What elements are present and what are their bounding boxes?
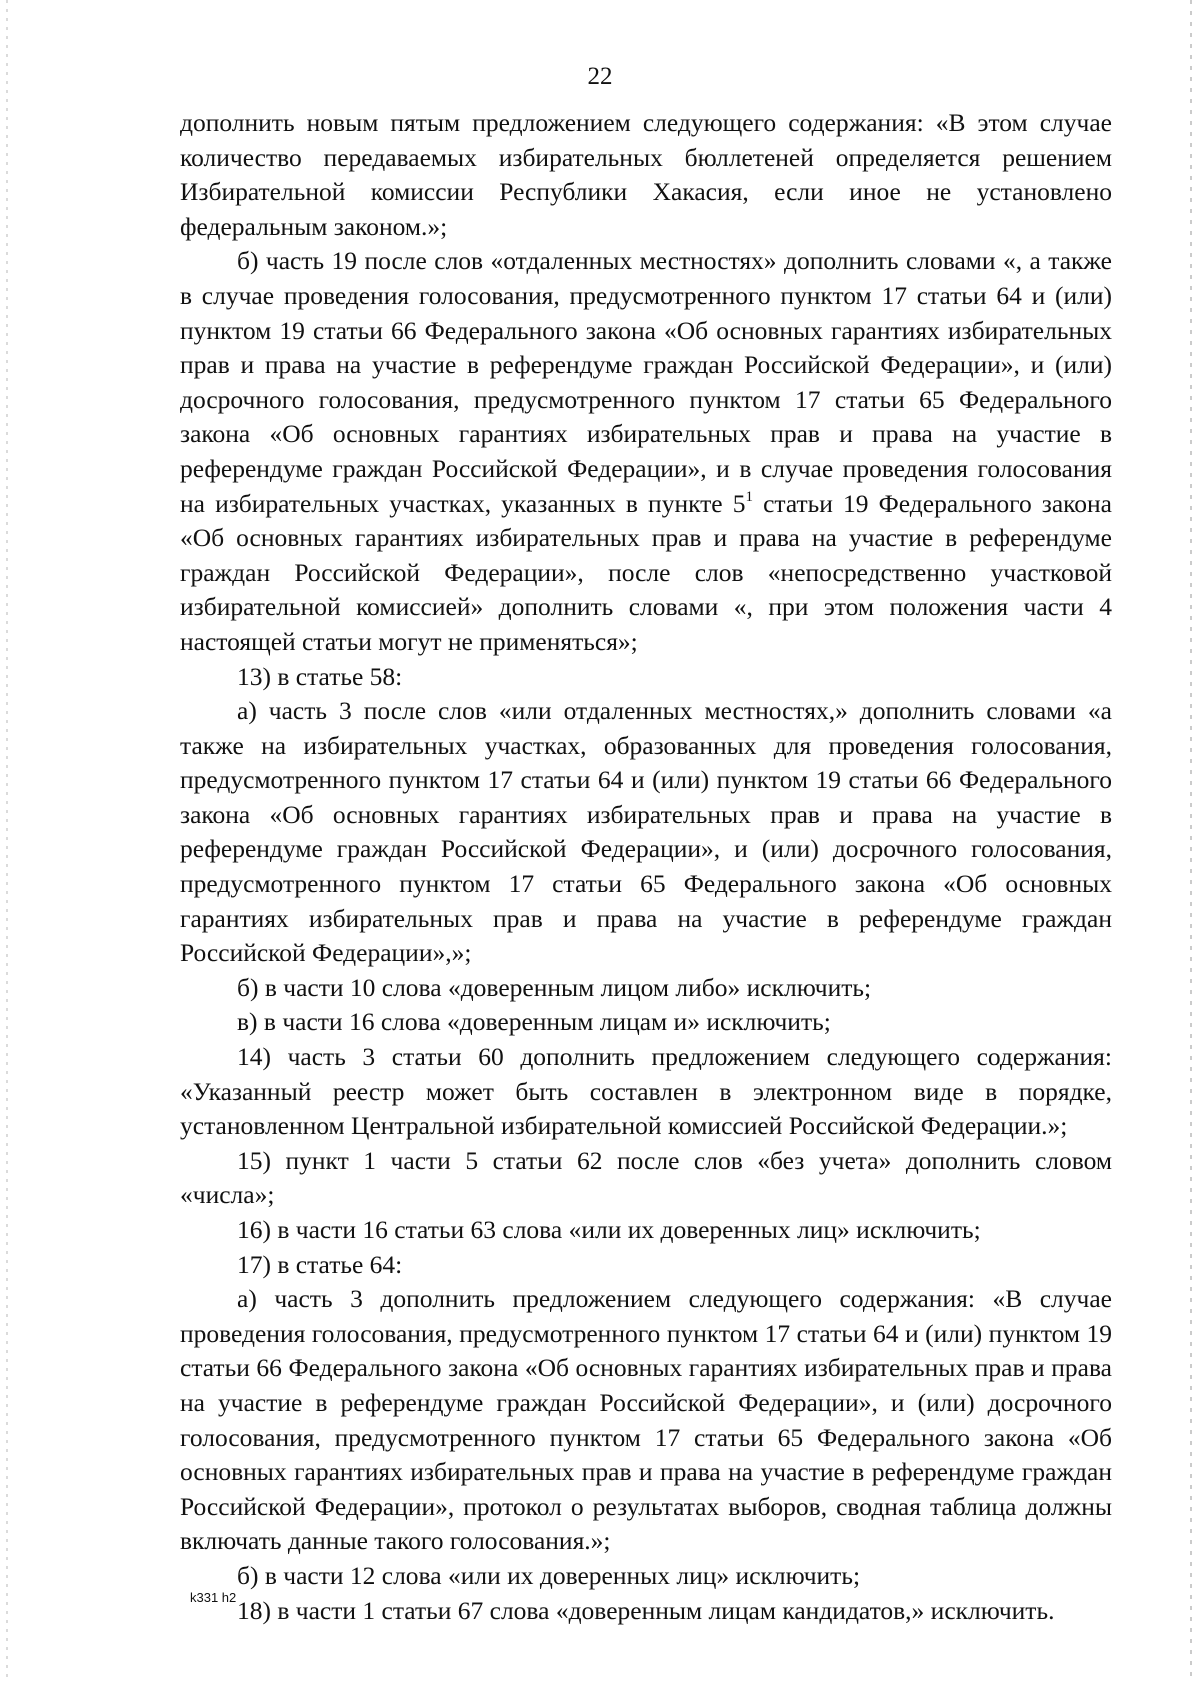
paragraph-item-13v: в) в части 16 слова «доверенным лицам и» исключить; (237, 1007, 831, 1037)
paragraph-item-17b: б) в части 12 слова «или их доверенных лиц» исключить; (237, 1560, 861, 1590)
superscript-index: 1 (745, 488, 753, 505)
paragraph-continuation: дополнить новым пятым предложением следующего содержания: «В этом случае количество передаваемых избирательных бюллетеней определяется решением Избирательной комиссии Республики Хакасия, если иное не установлено федеральным законом.»; (180, 108, 1112, 241)
footer-code: k331 h2 (190, 1590, 237, 1605)
page-number: 22 (587, 63, 613, 90)
paragraph-text: статьи 19 Федерального закона «Об основных гарантиях избирательных прав и права на участие в референдуме граждан Российской Федерации», после слов «непосредственно участковой избирательной комиссией» дополнить словами «, при этом положения части 4 настоящей статьи могут не применяться»; (180, 488, 1112, 656)
paragraph-item-13b: б) в части 10 слова «доверенным лицом либо» исключить; (237, 972, 872, 1002)
scan-edge-left (6, 0, 8, 1682)
paragraph-item-17: 17) в статье 64: (237, 1249, 403, 1279)
paragraph-item-15: 15) пункт 1 части 5 статьи 62 после слов «без учета» дополнить словом «числа»; (180, 1145, 1112, 1210)
paragraph-item-13: 13) в статье 58: (237, 661, 403, 691)
paragraph-part-19 (180, 244, 1112, 659)
paragraph-item-16: 16) в части 16 статьи 63 слова «или их доверенных лиц» исключить; (237, 1215, 981, 1244)
paragraph-item-13a: а) часть 3 после слов «или отдаленных местностях,» дополнить словами «а также на избирательных участках, образованных для проведения голосования, предусмотренного пунктом 17 статьи 64 и (или) пунктом 19 статьи 66 Федерального закона «Об основных гарантиях избирательных прав и права на участие в референдуме граждан Российской Федерации», и (или) досрочного голосования, предусмотренного пунктом 17 статьи 65 Федерального закона «Об основных гарантиях избирательных прав и права на участие в референдуме граждан Российской Федерации»,»; (180, 696, 1112, 968)
paragraph-item-14: 14) часть 3 статьи 60 дополнить предложением следующего содержания: «Указанный реестр может быть составлен в электронном виде в порядке, установленном Центральной избирательной комиссией Российской Федерации.»; (180, 1042, 1112, 1141)
paragraph-text: б) часть 19 после слов «отдаленных местностях» дополнить словами «, а также в случае проведения голосования, предусмотренного пунктом 17 статьи 64 и (или) пунктом 19 статьи 66 Федерального закона «Об основных гарантиях избирательных прав и права на участие в референдуме граждан Российской Федерации», и (или) досрочного голосования, предусмотренного пунктом 17 статьи 65 Федерального закона «Об основных гарантиях избирательных прав и права на участие в референдуме граждан Российской Федерации», и в случае проведения голосования на избирательных участках, указанных в пункте 5 (180, 246, 1112, 518)
document-body (180, 106, 1112, 1628)
scan-edge-right (1190, 0, 1192, 1682)
paragraph-item-18: 18) в части 1 статьи 67 слова «доверенным лицам кандидатов,» исключить. (237, 1595, 1055, 1625)
paragraph-item-17a: а) часть 3 дополнить предложением следующего содержания: «В случае проведения голосования, предусмотренного пунктом 17 статьи 64 и (или) пунктом 19 статьи 66 Федерального закона «Об основных гарантиях избирательных прав и права на участие в референдуме граждан Российской Федерации», и (или) досрочного голосования, предусмотренного пунктом 17 статьи 65 Федерального закона «Об основных гарантиях избирательных прав и права на участие в референдуме граждан Российской Федерации», протокол о результатах выборов, сводная таблица должны включать данные такого голосования.»; (180, 1284, 1112, 1556)
